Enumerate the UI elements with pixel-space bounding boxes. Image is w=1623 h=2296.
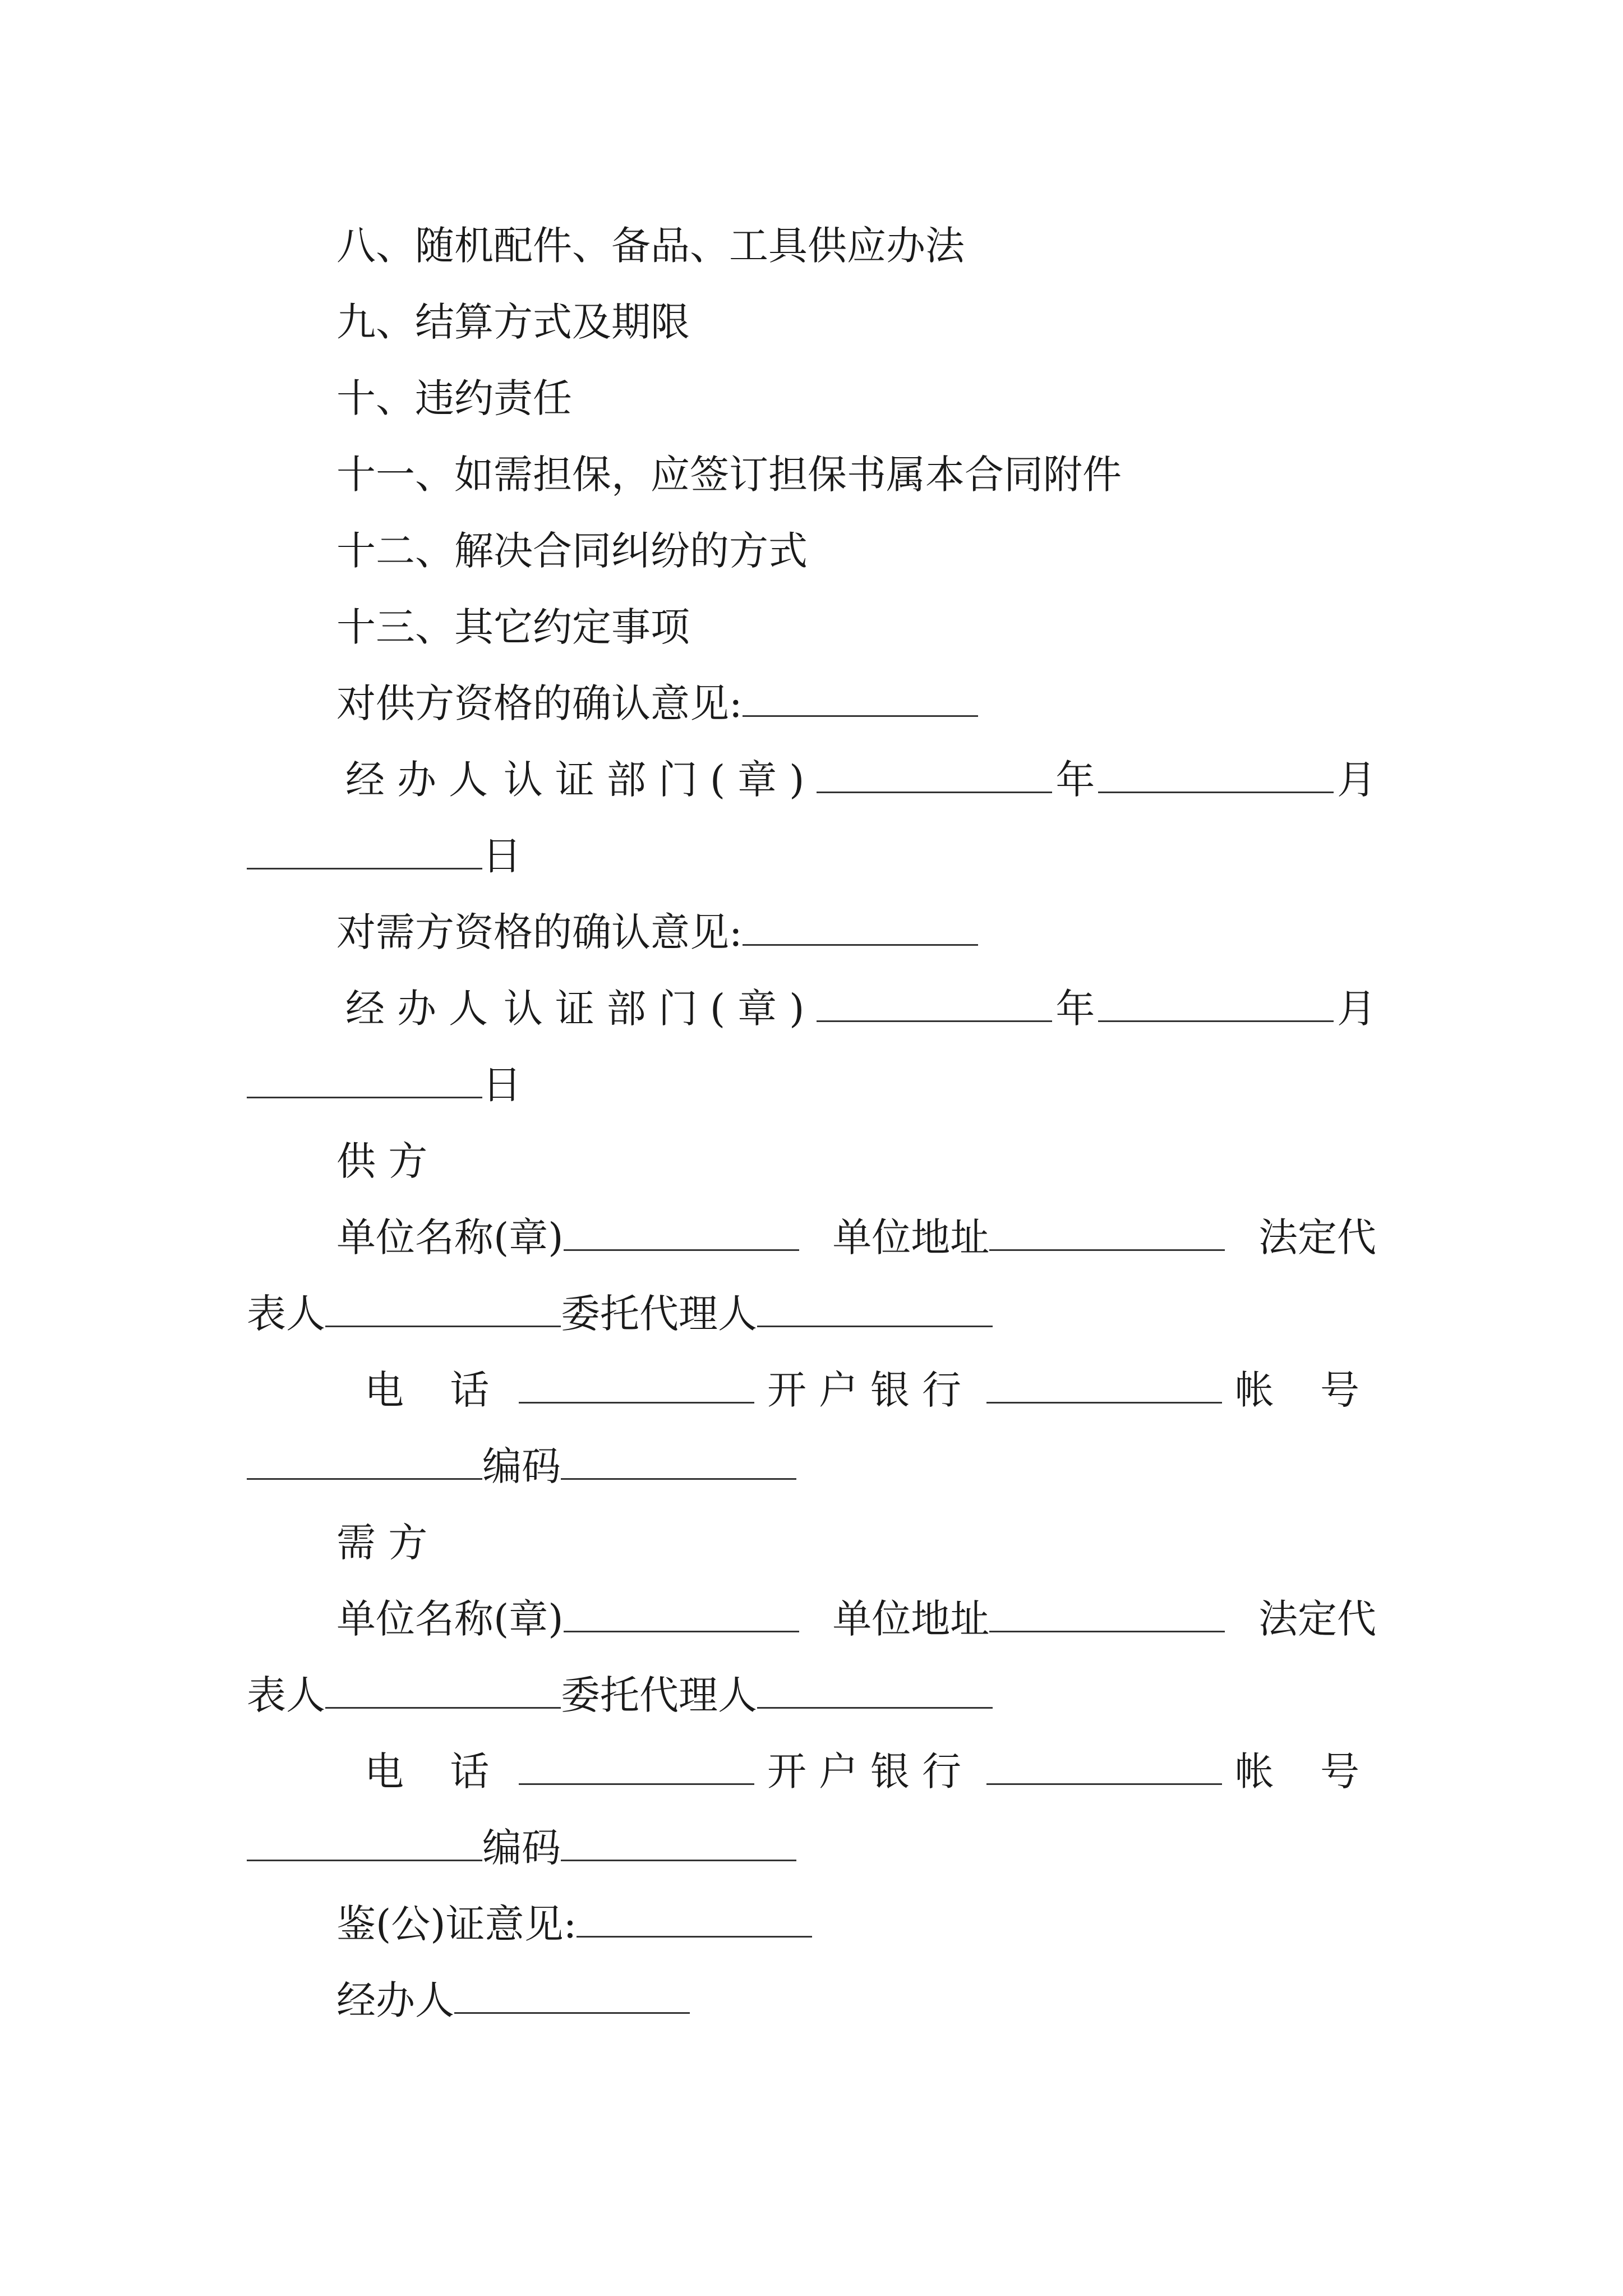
supplier-agent-blank[interactable] (757, 1292, 993, 1327)
buyer-unit-address-label: 单位地址 (832, 1596, 990, 1642)
supplier-confirm-day: 日 (482, 833, 522, 879)
buyer-postcode-blank[interactable] (561, 1826, 796, 1861)
notary-handler-blank[interactable] (454, 1978, 690, 2014)
supplier-account-blank[interactable] (247, 1444, 482, 1480)
supplier-phone-blank[interactable] (519, 1368, 754, 1404)
buyer-agent-label: 委托代理人 (561, 1672, 757, 1718)
buyer-unit-name-label: 单位名称(章) (336, 1596, 564, 1642)
buyer-agent-blank[interactable] (757, 1673, 993, 1709)
supplier-unit-address-label: 单位地址 (832, 1214, 990, 1260)
buyer-unit-line (247, 1581, 1376, 1657)
clause-13: 十三、其它约定事项 (336, 604, 690, 650)
notary-line (247, 1886, 1376, 1962)
supplier-confirm-month-blank[interactable] (1098, 758, 1334, 793)
supplier-confirm-label: 对供方资格的确认意见: (336, 680, 743, 726)
supplier-unit-name-label: 单位名称(章) (336, 1214, 564, 1260)
buyer-confirm-day-line (247, 1047, 1376, 1123)
supplier-unit-name-blank[interactable] (564, 1216, 799, 1251)
supplier-legal-rep-label-b: 表人 (247, 1291, 325, 1337)
supplier-confirm-month: 月 (1337, 757, 1376, 803)
supplier-bank-blank[interactable] (986, 1368, 1222, 1404)
supplier-agent-label: 委托代理人 (561, 1291, 757, 1337)
buyer-phone-label: 电 话 (365, 1749, 506, 1795)
buyer-bank-blank[interactable] (986, 1750, 1222, 1785)
buyer-confirm-line (247, 894, 1376, 970)
notary-handler-line (247, 1962, 1376, 2039)
supplier-unit-line (247, 1199, 1376, 1276)
supplier-legal-rep-blank[interactable] (325, 1292, 561, 1327)
clause-11: 十一、如需担保，应签订担保书属本合同附件 (336, 452, 1122, 498)
supplier-contact-line (247, 1352, 1376, 1428)
clause-8: 八、随机配件、备品、工具供应办法 (336, 223, 965, 269)
supplier-rep-line (247, 1276, 1376, 1352)
buyer-confirm-year: 年 (1055, 986, 1095, 1032)
supplier-confirm-day-line (247, 818, 1376, 894)
notary-handler-label: 经办人 (336, 1977, 454, 2023)
supplier-unit-address-blank[interactable] (989, 1216, 1225, 1251)
buyer-confirm-day-blank[interactable] (247, 1063, 482, 1098)
buyer-legal-rep-label-a: 法定代 (1258, 1596, 1376, 1642)
buyer-postcode-line (247, 1810, 1376, 1886)
buyer-heading: 需 方 (336, 1520, 428, 1566)
buyer-confirm-month-blank[interactable] (1098, 987, 1334, 1022)
buyer-confirm-blank[interactable] (743, 910, 978, 946)
supplier-confirm-handler: 经办人 (345, 757, 500, 803)
buyer-confirm-dept-blank[interactable] (817, 987, 1052, 1022)
supplier-confirm-dept: 认证部门(章) (503, 757, 817, 803)
supplier-confirm-dept-blank[interactable] (817, 758, 1052, 793)
buyer-confirm-handler: 经办人 (345, 986, 500, 1032)
supplier-confirm-year: 年 (1055, 757, 1095, 803)
supplier-confirm-blank[interactable] (743, 682, 978, 717)
buyer-confirm-label: 对需方资格的确认意见: (336, 909, 743, 955)
notary-blank[interactable] (577, 1902, 812, 1938)
clause-10: 十、违约责任 (336, 375, 572, 421)
supplier-postcode-label: 编码 (482, 1443, 561, 1489)
supplier-heading: 供 方 (336, 1138, 428, 1184)
buyer-unit-name-blank[interactable] (564, 1597, 799, 1632)
buyer-postcode-label: 编码 (482, 1825, 561, 1871)
supplier-confirm-day-blank[interactable] (247, 834, 482, 869)
buyer-unit-address-blank[interactable] (989, 1597, 1225, 1632)
supplier-account-label: 帐 号 (1234, 1367, 1376, 1413)
buyer-legal-rep-blank[interactable] (325, 1673, 561, 1709)
buyer-confirm-sign-line (247, 970, 1376, 1047)
buyer-rep-line (247, 1657, 1376, 1733)
buyer-legal-rep-label-b: 表人 (247, 1672, 325, 1718)
clause-12: 十二、解决合同纠纷的方式 (336, 528, 808, 574)
supplier-phone-label: 电 话 (365, 1367, 506, 1413)
supplier-legal-rep-label-a: 法定代 (1258, 1214, 1376, 1260)
buyer-bank-label: 开户银行 (767, 1749, 974, 1795)
supplier-confirm-line (247, 665, 1376, 742)
supplier-postcode-blank[interactable] (561, 1444, 796, 1480)
clause-9: 九、结算方式及期限 (336, 299, 690, 345)
buyer-account-label: 帐 号 (1234, 1749, 1376, 1795)
buyer-confirm-day: 日 (482, 1062, 522, 1108)
supplier-bank-label: 开户银行 (767, 1367, 974, 1413)
buyer-confirm-month: 月 (1337, 986, 1376, 1032)
supplier-confirm-sign-line (247, 742, 1376, 818)
buyer-account-blank[interactable] (247, 1826, 482, 1861)
supplier-postcode-line (247, 1428, 1376, 1504)
notary-label: 鉴(公)证意见: (336, 1901, 577, 1947)
buyer-phone-blank[interactable] (519, 1750, 754, 1785)
buyer-contact-line (247, 1733, 1376, 1810)
buyer-confirm-dept: 认证部门(章) (503, 986, 817, 1032)
